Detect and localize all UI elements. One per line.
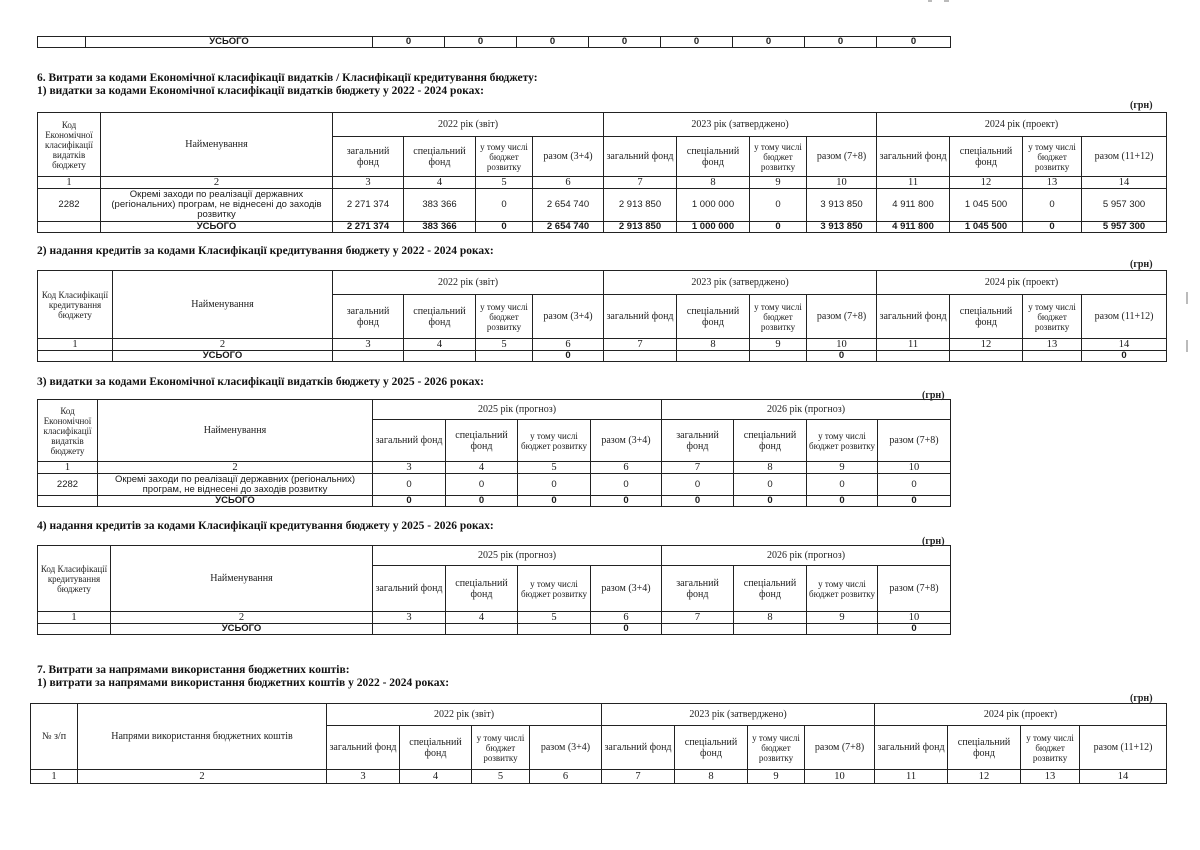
col-number: 6 <box>533 339 604 351</box>
total-label: УСЬОГО <box>101 222 333 233</box>
row-name: Окремі заходи по реалізації державних (регіональних) програм, не віднесені до заходів розвитку <box>98 474 373 496</box>
col-number: 5 <box>476 339 533 351</box>
subcol-header: спеціальний фонд <box>734 566 807 612</box>
col-number: 1 <box>38 177 101 189</box>
total-value <box>750 351 807 362</box>
col-number: 1 <box>31 770 78 784</box>
col-number: 6 <box>530 770 602 784</box>
col-header-name: Напрями використання бюджетних коштів <box>78 704 327 770</box>
row-name: Окремі заходи по реалізації державних (регіональних) програм, не віднесені до заходів розвитку <box>101 189 333 222</box>
col-number: 3 <box>373 462 446 474</box>
subcol-header: у тому числі бюджет розвитку <box>750 137 807 177</box>
total-value: 2 271 374 <box>333 222 404 233</box>
subcol-header: загальний фонд <box>662 420 734 462</box>
col-number: 12 <box>948 770 1021 784</box>
col-number: 13 <box>1023 339 1082 351</box>
row-value: 1 000 000 <box>677 189 750 222</box>
total-value: 0 <box>517 37 589 48</box>
table-row <box>38 189 1167 222</box>
col-header-code: Код Економічної класифікації видатків бюджету <box>38 113 101 177</box>
col-number: 10 <box>807 339 877 351</box>
subcol-header: загальний фонд <box>877 295 950 339</box>
total-value: 0 <box>807 351 877 362</box>
subcol-header: разом (11+12) <box>1082 137 1167 177</box>
col-number: 8 <box>677 339 750 351</box>
subcol-header: разом (11+12) <box>1082 295 1167 339</box>
column-number-row <box>38 462 951 474</box>
credit-table-2025-2026 <box>37 545 951 635</box>
scan-artifact <box>928 0 932 2</box>
section-7-title: 7. Витрати за напрямами використання бюджетних коштів: <box>37 664 350 676</box>
header-row-years <box>31 704 1167 726</box>
col-number: 3 <box>327 770 400 784</box>
total-value: 0 <box>589 37 661 48</box>
col-header-name: Найменування <box>98 400 373 462</box>
section-6-2-subtitle: 2) надання кредитів за кодами Класифікації кредитування бюджету у 2022 - 2024 роках: <box>37 245 494 257</box>
total-value <box>950 351 1023 362</box>
row-value: 0 <box>446 474 518 496</box>
subcol-header: спеціальний фонд <box>446 420 518 462</box>
total-value <box>518 624 591 635</box>
total-value: 2 913 850 <box>604 222 677 233</box>
total-value: 0 <box>877 37 951 48</box>
subcol-header: спеціальний фонд <box>446 566 518 612</box>
total-row <box>38 37 951 48</box>
total-value: 2 654 740 <box>533 222 604 233</box>
col-number: 11 <box>877 339 950 351</box>
col-number: 14 <box>1082 177 1167 189</box>
total-row <box>38 222 1167 233</box>
subcol-header: разом (7+8) <box>805 726 875 770</box>
col-number: 9 <box>807 462 878 474</box>
total-value: 0 <box>662 496 734 507</box>
col-number: 9 <box>750 177 807 189</box>
subcol-header: разом (3+4) <box>533 137 604 177</box>
total-value: 0 <box>733 37 805 48</box>
total-value <box>734 624 807 635</box>
col-number: 4 <box>446 612 518 624</box>
header-row-years <box>38 400 951 420</box>
subcol-header: у тому числі бюджет розвитку <box>518 420 591 462</box>
subcol-header: спеціальний фонд <box>404 137 476 177</box>
total-value: 1 000 000 <box>677 222 750 233</box>
year-group-header: 2025 рік (прогноз) <box>373 546 662 566</box>
subcol-header: спеціальний фонд <box>734 420 807 462</box>
column-number-row <box>38 612 951 624</box>
total-value: 0 <box>878 624 951 635</box>
total-value: 0 <box>805 37 877 48</box>
total-value <box>807 624 878 635</box>
subcol-header: загальний фонд <box>602 726 675 770</box>
subcol-header: спеціальний фонд <box>404 295 476 339</box>
subcol-header: загальний фонд <box>327 726 400 770</box>
section-6-1-subtitle: 1) видатки за кодами Економічної класифікації видатків бюджету у 2022 - 2024 роках: <box>37 85 484 97</box>
subcol-header: загальний фонд <box>333 295 404 339</box>
col-number: 2 <box>98 462 373 474</box>
subcol-header: разом (7+8) <box>807 295 877 339</box>
total-value: 0 <box>1082 351 1167 362</box>
row-value: 3 913 850 <box>807 189 877 222</box>
row-value: 0 <box>518 474 591 496</box>
col-header-number: № з/п <box>31 704 78 770</box>
total-value: 1 045 500 <box>950 222 1023 233</box>
expenditure-table-2025-2026 <box>37 399 951 507</box>
total-row <box>38 351 1167 362</box>
total-value: 4 911 800 <box>877 222 950 233</box>
unit-label: (грн) <box>1130 100 1153 111</box>
col-number: 7 <box>662 612 734 624</box>
total-value <box>662 624 734 635</box>
header-row-years <box>38 271 1167 295</box>
subcol-header: спеціальний фонд <box>677 137 750 177</box>
col-number: 4 <box>404 177 476 189</box>
row-value: 0 <box>750 189 807 222</box>
header-row-years <box>38 113 1167 137</box>
code-cell <box>38 37 86 48</box>
row-value: 5 957 300 <box>1082 189 1167 222</box>
year-group-header: 2022 рік (звіт) <box>327 704 602 726</box>
scan-artifact <box>1186 340 1188 352</box>
subcol-header: загальний фонд <box>604 137 677 177</box>
col-number: 9 <box>807 612 878 624</box>
subcol-header: у тому числі бюджет розвитку <box>472 726 530 770</box>
row-value: 2 913 850 <box>604 189 677 222</box>
scan-artifact <box>1186 292 1188 304</box>
subcol-header: у тому числі бюджет розвитку <box>518 566 591 612</box>
col-number: 8 <box>677 177 750 189</box>
row-value: 0 <box>373 474 446 496</box>
col-number: 13 <box>1021 770 1080 784</box>
total-row <box>38 496 951 507</box>
previous-section-total-table <box>37 36 951 48</box>
subcol-header: спеціальний фонд <box>675 726 748 770</box>
row-value: 0 <box>807 474 878 496</box>
unit-label: (грн) <box>1130 693 1153 704</box>
col-number: 6 <box>533 177 604 189</box>
year-group-header: 2026 рік (прогноз) <box>662 546 951 566</box>
subcol-header: у тому числі бюджет розвитку <box>1021 726 1080 770</box>
col-header-name: Найменування <box>113 271 333 339</box>
row-value: 0 <box>878 474 951 496</box>
subcol-header: разом (11+12) <box>1080 726 1167 770</box>
subcol-header: у тому числі бюджет розвитку <box>807 420 878 462</box>
col-number: 5 <box>472 770 530 784</box>
total-value: 0 <box>373 496 446 507</box>
subcol-header: спеціальний фонд <box>677 295 750 339</box>
total-value: 0 <box>591 624 662 635</box>
subcol-header: спеціальний фонд <box>950 137 1023 177</box>
col-number: 7 <box>662 462 734 474</box>
year-group-header: 2023 рік (затверджено) <box>604 271 877 295</box>
subcol-header: разом (7+8) <box>807 137 877 177</box>
subcol-header: у тому числі бюджет розвитку <box>748 726 805 770</box>
col-number: 2 <box>101 177 333 189</box>
subcol-header: разом (3+4) <box>530 726 602 770</box>
total-value: 0 <box>518 496 591 507</box>
total-value: 0 <box>476 222 533 233</box>
total-value: 0 <box>750 222 807 233</box>
total-label: УСЬОГО <box>113 351 333 362</box>
total-value: 3 913 850 <box>807 222 877 233</box>
year-group-header: 2022 рік (звіт) <box>333 271 604 295</box>
col-number: 3 <box>333 177 404 189</box>
section-6-title: 6. Витрати за кодами Економічної класифікації видатків / Класифікації кредитування бюджету: <box>37 72 538 84</box>
col-number: 10 <box>878 612 951 624</box>
total-row <box>38 624 951 635</box>
col-number: 8 <box>734 462 807 474</box>
col-number: 2 <box>111 612 373 624</box>
col-number: 13 <box>1023 177 1082 189</box>
subcol-header: загальний фонд <box>662 566 734 612</box>
row-code: 2282 <box>38 189 101 222</box>
col-number: 10 <box>878 462 951 474</box>
subcol-header: спеціальний фонд <box>948 726 1021 770</box>
subcol-header: загальний фонд <box>875 726 948 770</box>
col-number: 4 <box>446 462 518 474</box>
col-number: 14 <box>1082 339 1167 351</box>
subcol-header: разом (7+8) <box>878 420 951 462</box>
col-number: 9 <box>750 339 807 351</box>
row-value: 2 654 740 <box>533 189 604 222</box>
subcol-header: загальний фонд <box>373 566 446 612</box>
year-group-header: 2024 рік (проект) <box>877 113 1167 137</box>
subcol-header: спеціальний фонд <box>400 726 472 770</box>
unit-label: (грн) <box>1130 259 1153 270</box>
subcol-header: загальний фонд <box>373 420 446 462</box>
col-number: 3 <box>333 339 404 351</box>
subcol-header: у тому числі бюджет розвитку <box>476 137 533 177</box>
total-label: УСЬОГО <box>98 496 373 507</box>
col-number: 8 <box>675 770 748 784</box>
subcol-header: у тому числі бюджет розвитку <box>476 295 533 339</box>
col-number: 4 <box>400 770 472 784</box>
subcol-header: у тому числі бюджет розвитку <box>750 295 807 339</box>
total-value <box>476 351 533 362</box>
col-number: 10 <box>807 177 877 189</box>
row-value: 0 <box>476 189 533 222</box>
col-number: 5 <box>518 612 591 624</box>
col-number: 11 <box>877 177 950 189</box>
col-number: 11 <box>875 770 948 784</box>
total-value: 0 <box>734 496 807 507</box>
subcol-header: разом (7+8) <box>878 566 951 612</box>
col-number: 5 <box>518 462 591 474</box>
col-number: 7 <box>604 339 677 351</box>
total-value: 0 <box>1023 222 1082 233</box>
year-group-header: 2024 рік (проект) <box>877 271 1167 295</box>
col-number: 8 <box>734 612 807 624</box>
row-value: 4 911 800 <box>877 189 950 222</box>
col-number: 3 <box>373 612 446 624</box>
col-header-code: Код Економічної класифікації видатків бюджету <box>38 400 98 462</box>
total-value <box>677 351 750 362</box>
code-cell <box>38 351 113 362</box>
header-row-years <box>38 546 951 566</box>
total-value: 0 <box>807 496 878 507</box>
total-value: 0 <box>446 496 518 507</box>
section-6-3-subtitle: 3) видатки за кодами Економічної класифікації видатків бюджету у 2025 - 2026 роках: <box>37 376 484 388</box>
row-value: 383 366 <box>404 189 476 222</box>
subcol-header: загальний фонд <box>877 137 950 177</box>
year-group-header: 2025 рік (прогноз) <box>373 400 662 420</box>
total-value: 0 <box>591 496 662 507</box>
column-number-row <box>38 339 1167 351</box>
col-header-code: Код Класифікації кредитування бюджету <box>38 271 113 339</box>
column-number-row <box>38 177 1167 189</box>
col-number: 5 <box>476 177 533 189</box>
row-value: 0 <box>591 474 662 496</box>
total-value <box>604 351 677 362</box>
total-value: 383 366 <box>404 222 476 233</box>
subcol-header: у тому числі бюджет розвитку <box>1023 137 1082 177</box>
credit-table-2022-2024 <box>37 270 1167 362</box>
year-group-header: 2022 рік (звіт) <box>333 113 604 137</box>
subcol-header: загальний фонд <box>333 137 404 177</box>
spending-directions-table-2022-2024 <box>30 703 1167 784</box>
year-group-header: 2023 рік (затверджено) <box>604 113 877 137</box>
row-code: 2282 <box>38 474 98 496</box>
year-group-header: 2024 рік (проект) <box>875 704 1167 726</box>
col-number: 9 <box>748 770 805 784</box>
total-value <box>333 351 404 362</box>
total-value: 0 <box>445 37 517 48</box>
subcol-header: спеціальний фонд <box>950 295 1023 339</box>
code-cell <box>38 624 111 635</box>
col-number: 2 <box>78 770 327 784</box>
col-number: 1 <box>38 339 113 351</box>
row-value: 0 <box>662 474 734 496</box>
subcol-header: разом (3+4) <box>533 295 604 339</box>
total-label: УСЬОГО <box>111 624 373 635</box>
year-group-header: 2026 рік (прогноз) <box>662 400 951 420</box>
total-value: 0 <box>878 496 951 507</box>
col-number: 1 <box>38 462 98 474</box>
col-number: 10 <box>805 770 875 784</box>
total-value: 5 957 300 <box>1082 222 1167 233</box>
code-cell <box>38 496 98 507</box>
total-value: 0 <box>661 37 733 48</box>
total-value <box>373 624 446 635</box>
scan-artifact <box>944 0 949 2</box>
row-value: 1 045 500 <box>950 189 1023 222</box>
row-value: 2 271 374 <box>333 189 404 222</box>
col-number: 7 <box>604 177 677 189</box>
col-number: 12 <box>950 339 1023 351</box>
col-number: 4 <box>404 339 476 351</box>
total-value <box>404 351 476 362</box>
total-value: 0 <box>373 37 445 48</box>
col-header-code: Код Класифікації кредитування бюджету <box>38 546 111 612</box>
total-value <box>877 351 950 362</box>
total-value <box>1023 351 1082 362</box>
col-number: 2 <box>113 339 333 351</box>
subcol-header: загальний фонд <box>604 295 677 339</box>
col-header-name: Найменування <box>111 546 373 612</box>
col-header-name: Найменування <box>101 113 333 177</box>
table-row <box>38 474 951 496</box>
subcol-header: разом (3+4) <box>591 420 662 462</box>
section-7-1-subtitle: 1) витрати за напрямами використання бюджетних коштів у 2022 - 2024 роках: <box>37 677 450 689</box>
row-value: 0 <box>734 474 807 496</box>
col-number: 6 <box>591 612 662 624</box>
col-number: 7 <box>602 770 675 784</box>
subcol-header: у тому числі бюджет розвитку <box>1023 295 1082 339</box>
total-value: 0 <box>533 351 604 362</box>
unit-label: (грн) <box>922 536 945 547</box>
unit-label: (грн) <box>922 390 945 401</box>
col-number: 14 <box>1080 770 1167 784</box>
total-value <box>446 624 518 635</box>
col-number: 12 <box>950 177 1023 189</box>
col-number: 1 <box>38 612 111 624</box>
col-number: 6 <box>591 462 662 474</box>
expenditure-table-2022-2024 <box>37 112 1167 233</box>
column-number-row <box>31 770 1167 784</box>
total-label: УСЬОГО <box>86 37 373 48</box>
subcol-header: у тому числі бюджет розвитку <box>807 566 878 612</box>
row-value: 0 <box>1023 189 1082 222</box>
subcol-header: разом (3+4) <box>591 566 662 612</box>
section-6-4-subtitle: 4) надання кредитів за кодами Класифікації кредитування бюджету у 2025 - 2026 роках: <box>37 520 494 532</box>
year-group-header: 2023 рік (затверджено) <box>602 704 875 726</box>
code-cell <box>38 222 101 233</box>
